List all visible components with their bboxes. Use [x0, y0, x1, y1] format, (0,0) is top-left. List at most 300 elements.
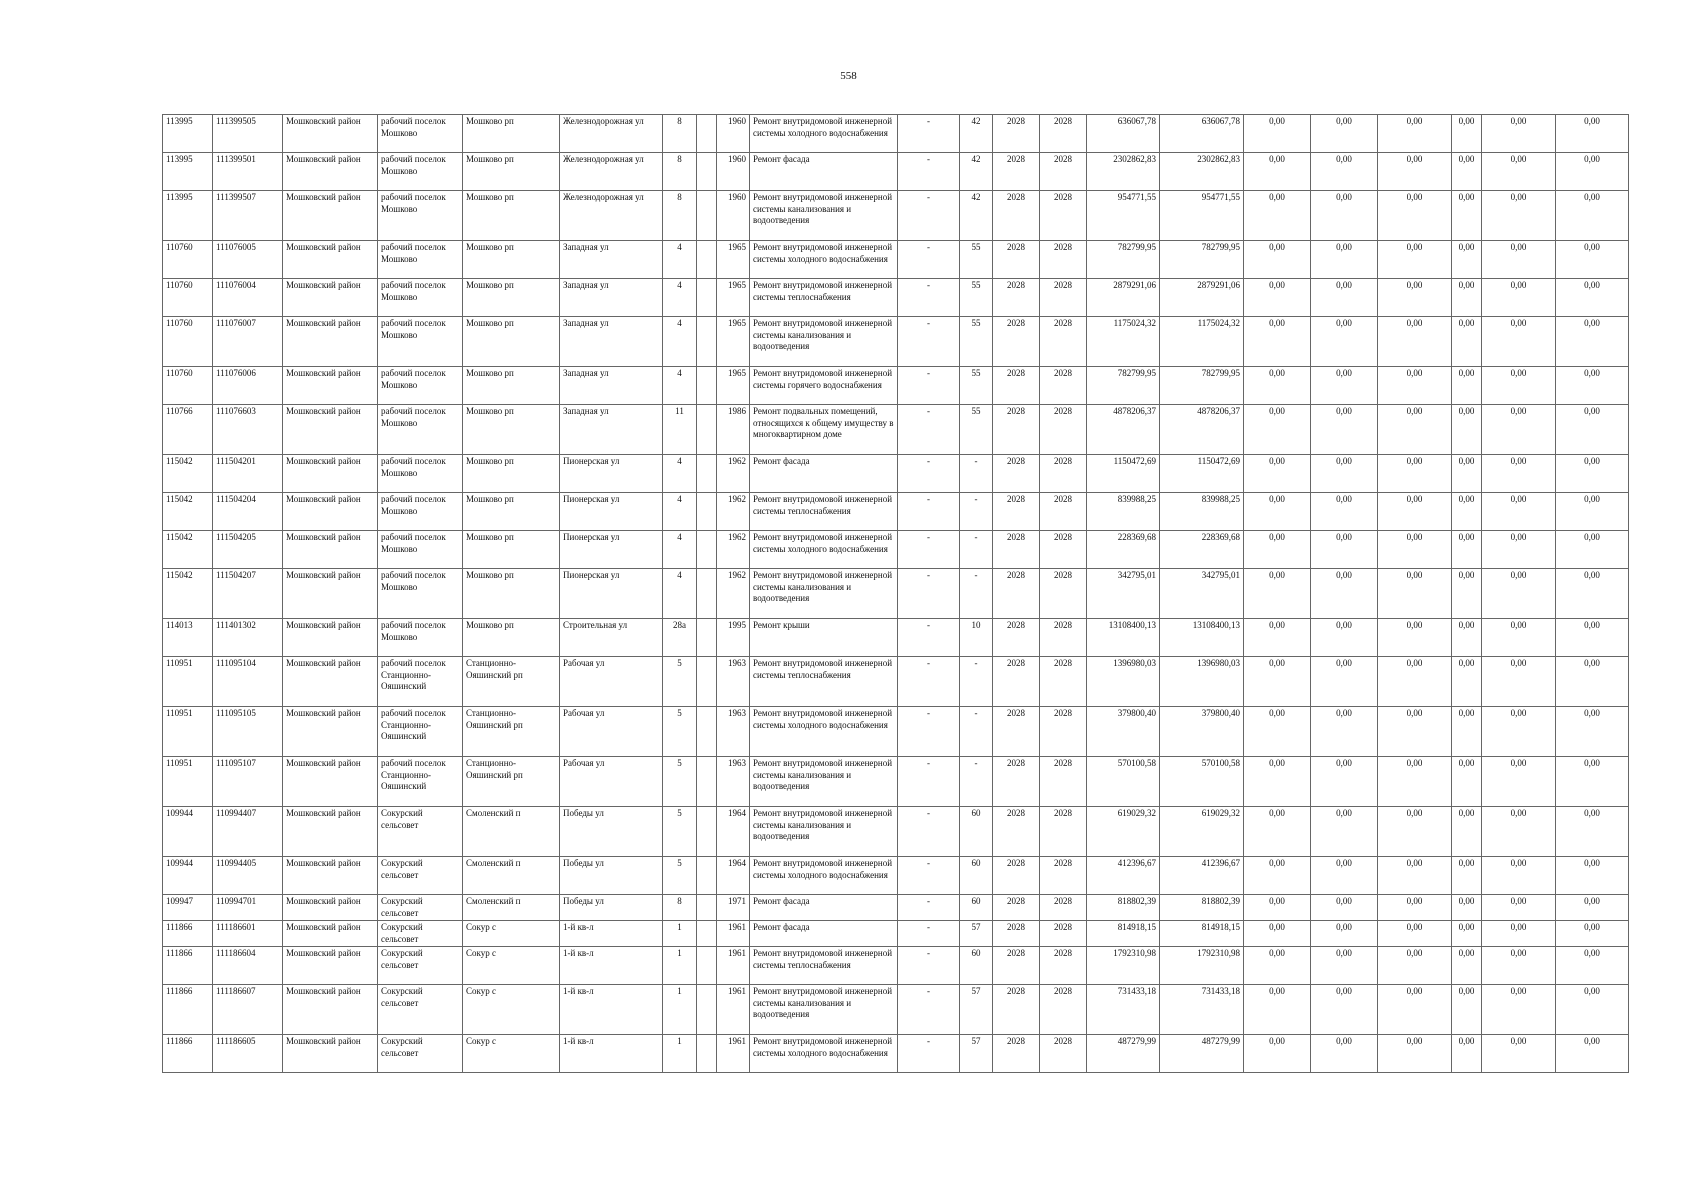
cell-code: 111401302 [213, 619, 283, 657]
cell-id: 111866 [163, 1035, 213, 1073]
cell-f6: 0,00 [1556, 153, 1629, 191]
cell-f2: 0,00 [1311, 807, 1378, 857]
table-row [163, 279, 1629, 317]
cell-f1: 0,00 [1244, 757, 1311, 807]
cell-district: Мошковский район [283, 367, 378, 405]
cell-locality: Мошково рп [463, 531, 560, 569]
cell-code: 111076007 [213, 317, 283, 367]
cell-year_start: 2028 [993, 1035, 1040, 1073]
cell-year: 1963 [717, 657, 750, 707]
cell-year_start: 2028 [993, 985, 1040, 1035]
cell-count: - [960, 531, 993, 569]
cell-code: 111399507 [213, 191, 283, 241]
cell-locality: Мошково рп [463, 115, 560, 153]
cell-year_end: 2028 [1040, 367, 1087, 405]
cell-year_end: 2028 [1040, 947, 1087, 985]
cell-f3: 0,00 [1378, 947, 1452, 985]
cell-cost: 839988,25 [1087, 493, 1160, 531]
cell-building [697, 895, 717, 921]
cell-cost_total: 818802,39 [1160, 895, 1244, 921]
table-row [163, 317, 1629, 367]
cell-f5: 0,00 [1482, 455, 1556, 493]
cell-f3: 0,00 [1378, 367, 1452, 405]
cell-count: 10 [960, 619, 993, 657]
cell-year_end: 2028 [1040, 895, 1087, 921]
cell-settlement: рабочий поселок Мошково [378, 153, 463, 191]
cell-f2: 0,00 [1311, 857, 1378, 895]
cell-f2: 0,00 [1311, 947, 1378, 985]
cell-f5: 0,00 [1482, 757, 1556, 807]
cell-year: 1962 [717, 455, 750, 493]
cell-code: 111186601 [213, 921, 283, 947]
cell-f2: 0,00 [1311, 757, 1378, 807]
cell-id: 111866 [163, 985, 213, 1035]
cell-f3: 0,00 [1378, 191, 1452, 241]
table-row [163, 455, 1629, 493]
cell-year: 1962 [717, 531, 750, 569]
cell-locality: Мошково рп [463, 493, 560, 531]
cell-settlement: Сокурский сельсовет [378, 895, 463, 921]
cell-id: 110760 [163, 241, 213, 279]
cell-f1: 0,00 [1244, 241, 1311, 279]
table-row [163, 405, 1629, 455]
cell-f1: 0,00 [1244, 895, 1311, 921]
cell-cost: 13108400,13 [1087, 619, 1160, 657]
table-row [163, 191, 1629, 241]
cell-id: 115042 [163, 493, 213, 531]
cell-id: 113995 [163, 115, 213, 153]
cell-f5: 0,00 [1482, 807, 1556, 857]
cell-dash: - [898, 1035, 960, 1073]
cell-district: Мошковский район [283, 807, 378, 857]
cell-house: 8 [663, 895, 697, 921]
cell-street: Пионерская ул [560, 531, 663, 569]
cell-dash: - [898, 455, 960, 493]
cell-code: 111504204 [213, 493, 283, 531]
cell-count: 42 [960, 191, 993, 241]
cell-cost_total: 1792310,98 [1160, 947, 1244, 985]
cell-building [697, 569, 717, 619]
cell-street: Рабочая ул [560, 757, 663, 807]
cell-f1: 0,00 [1244, 455, 1311, 493]
cell-cost_total: 954771,55 [1160, 191, 1244, 241]
cell-work: Ремонт фасада [750, 895, 898, 921]
cell-street: Западная ул [560, 405, 663, 455]
cell-code: 111076005 [213, 241, 283, 279]
cell-f4: 0,00 [1452, 569, 1482, 619]
cell-street: 1-й кв-л [560, 985, 663, 1035]
cell-count: 60 [960, 807, 993, 857]
cell-f2: 0,00 [1311, 153, 1378, 191]
cell-f1: 0,00 [1244, 317, 1311, 367]
cell-year_start: 2028 [993, 191, 1040, 241]
cell-settlement: рабочий поселок Мошково [378, 279, 463, 317]
cell-f5: 0,00 [1482, 493, 1556, 531]
cell-f4: 0,00 [1452, 493, 1482, 531]
cell-house: 4 [663, 367, 697, 405]
cell-dash: - [898, 921, 960, 947]
cell-f5: 0,00 [1482, 569, 1556, 619]
cell-year_end: 2028 [1040, 493, 1087, 531]
cell-f5: 0,00 [1482, 947, 1556, 985]
cell-f1: 0,00 [1244, 807, 1311, 857]
cell-id: 110760 [163, 317, 213, 367]
cell-district: Мошковский район [283, 153, 378, 191]
cell-house: 11 [663, 405, 697, 455]
cell-f3: 0,00 [1378, 405, 1452, 455]
cell-work: Ремонт внутридомовой инженерной системы теплоснабжения [750, 493, 898, 531]
cell-street: Пионерская ул [560, 493, 663, 531]
table-row [163, 895, 1629, 921]
cell-f5: 0,00 [1482, 921, 1556, 947]
cell-building [697, 657, 717, 707]
cell-f2: 0,00 [1311, 455, 1378, 493]
cell-district: Мошковский район [283, 531, 378, 569]
cell-year_start: 2028 [993, 895, 1040, 921]
cell-year_start: 2028 [993, 531, 1040, 569]
cell-building [697, 115, 717, 153]
cell-house: 5 [663, 657, 697, 707]
cell-f1: 0,00 [1244, 707, 1311, 757]
cell-cost_total: 839988,25 [1160, 493, 1244, 531]
cell-count: 55 [960, 279, 993, 317]
cell-cost_total: 731433,18 [1160, 985, 1244, 1035]
cell-id: 115042 [163, 455, 213, 493]
cell-building [697, 807, 717, 857]
cell-f3: 0,00 [1378, 493, 1452, 531]
cell-house: 1 [663, 985, 697, 1035]
cell-street: Рабочая ул [560, 657, 663, 707]
cell-building [697, 191, 717, 241]
cell-year_end: 2028 [1040, 241, 1087, 279]
cell-cost_total: 228369,68 [1160, 531, 1244, 569]
cell-f6: 0,00 [1556, 367, 1629, 405]
cell-count: - [960, 569, 993, 619]
cell-dash: - [898, 367, 960, 405]
cell-house: 1 [663, 921, 697, 947]
cell-f5: 0,00 [1482, 985, 1556, 1035]
cell-f5: 0,00 [1482, 619, 1556, 657]
cell-count: 57 [960, 1035, 993, 1073]
cell-street: Рабочая ул [560, 707, 663, 757]
cell-street: Строительная ул [560, 619, 663, 657]
cell-f6: 0,00 [1556, 619, 1629, 657]
cell-year_start: 2028 [993, 757, 1040, 807]
cell-locality: Сокур с [463, 921, 560, 947]
cell-building [697, 455, 717, 493]
cell-f4: 0,00 [1452, 317, 1482, 367]
cell-settlement: Сокурский сельсовет [378, 921, 463, 947]
cell-year_end: 2028 [1040, 531, 1087, 569]
table-row [163, 921, 1629, 947]
cell-year_end: 2028 [1040, 115, 1087, 153]
cell-cost_total: 2879291,06 [1160, 279, 1244, 317]
cell-f2: 0,00 [1311, 895, 1378, 921]
cell-dash: - [898, 317, 960, 367]
cell-building [697, 153, 717, 191]
cell-id: 110951 [163, 707, 213, 757]
cell-dash: - [898, 947, 960, 985]
cell-year_start: 2028 [993, 367, 1040, 405]
cell-cost_total: 487279,99 [1160, 1035, 1244, 1073]
cell-code: 111186604 [213, 947, 283, 985]
cell-settlement: рабочий поселок Мошково [378, 569, 463, 619]
cell-f5: 0,00 [1482, 531, 1556, 569]
cell-f5: 0,00 [1482, 153, 1556, 191]
cell-f1: 0,00 [1244, 569, 1311, 619]
cell-year_end: 2028 [1040, 757, 1087, 807]
cell-district: Мошковский район [283, 569, 378, 619]
cell-code: 111504207 [213, 569, 283, 619]
cell-cost_total: 814918,15 [1160, 921, 1244, 947]
cell-count: 57 [960, 985, 993, 1035]
cell-f1: 0,00 [1244, 921, 1311, 947]
cell-cost: 782799,95 [1087, 241, 1160, 279]
cell-count: - [960, 657, 993, 707]
cell-year_end: 2028 [1040, 985, 1087, 1035]
cell-house: 5 [663, 857, 697, 895]
cell-street: Победы ул [560, 807, 663, 857]
cell-house: 4 [663, 317, 697, 367]
cell-cost_total: 619029,32 [1160, 807, 1244, 857]
cell-f6: 0,00 [1556, 317, 1629, 367]
cell-id: 113995 [163, 153, 213, 191]
cell-f5: 0,00 [1482, 707, 1556, 757]
cell-district: Мошковский район [283, 985, 378, 1035]
cell-house: 4 [663, 279, 697, 317]
cell-locality: Станционно-Ояшинский рп [463, 757, 560, 807]
cell-settlement: рабочий поселок Мошково [378, 317, 463, 367]
cell-district: Мошковский район [283, 191, 378, 241]
cell-settlement: рабочий поселок Мошково [378, 405, 463, 455]
cell-f4: 0,00 [1452, 115, 1482, 153]
cell-dash: - [898, 531, 960, 569]
cell-year_start: 2028 [993, 657, 1040, 707]
cell-house: 4 [663, 241, 697, 279]
cell-f2: 0,00 [1311, 191, 1378, 241]
cell-dash: - [898, 115, 960, 153]
cell-year_end: 2028 [1040, 405, 1087, 455]
cell-locality: Станционно-Ояшинский рп [463, 707, 560, 757]
cell-f4: 0,00 [1452, 619, 1482, 657]
cell-year_end: 2028 [1040, 921, 1087, 947]
cell-work: Ремонт внутридомовой инженерной системы холодного водоснабжения [750, 707, 898, 757]
cell-locality: Мошково рп [463, 153, 560, 191]
cell-year_start: 2028 [993, 857, 1040, 895]
cell-settlement: Сокурский сельсовет [378, 1035, 463, 1073]
cell-work: Ремонт внутридомовой инженерной системы канализования и водоотведения [750, 569, 898, 619]
cell-f3: 0,00 [1378, 657, 1452, 707]
cell-year_end: 2028 [1040, 619, 1087, 657]
cell-f1: 0,00 [1244, 279, 1311, 317]
cell-f4: 0,00 [1452, 367, 1482, 405]
cell-dash: - [898, 279, 960, 317]
cell-f5: 0,00 [1482, 857, 1556, 895]
cell-cost_total: 1175024,32 [1160, 317, 1244, 367]
cell-f4: 0,00 [1452, 985, 1482, 1035]
cell-dash: - [898, 757, 960, 807]
cell-district: Мошковский район [283, 493, 378, 531]
cell-house: 4 [663, 531, 697, 569]
cell-building [697, 857, 717, 895]
cell-f6: 0,00 [1556, 1035, 1629, 1073]
cell-f1: 0,00 [1244, 153, 1311, 191]
cell-id: 111866 [163, 921, 213, 947]
cell-f1: 0,00 [1244, 367, 1311, 405]
cell-locality: Мошково рп [463, 241, 560, 279]
cell-f6: 0,00 [1556, 807, 1629, 857]
cell-locality: Мошково рп [463, 569, 560, 619]
cell-f6: 0,00 [1556, 569, 1629, 619]
cell-f3: 0,00 [1378, 455, 1452, 493]
cell-work: Ремонт внутридомовой инженерной системы теплоснабжения [750, 657, 898, 707]
cell-count: 60 [960, 857, 993, 895]
cell-building [697, 947, 717, 985]
table-row [163, 947, 1629, 985]
cell-year_start: 2028 [993, 493, 1040, 531]
cell-district: Мошковский район [283, 707, 378, 757]
cell-house: 8 [663, 115, 697, 153]
cell-locality: Мошково рп [463, 455, 560, 493]
cell-code: 111095105 [213, 707, 283, 757]
cell-year: 1961 [717, 985, 750, 1035]
cell-code: 111076603 [213, 405, 283, 455]
cell-year_end: 2028 [1040, 279, 1087, 317]
cell-f6: 0,00 [1556, 493, 1629, 531]
cell-cost_total: 13108400,13 [1160, 619, 1244, 657]
table-body [163, 115, 1629, 1073]
cell-street: Пионерская ул [560, 569, 663, 619]
cell-count: 42 [960, 115, 993, 153]
cell-district: Мошковский район [283, 279, 378, 317]
cell-year: 1965 [717, 317, 750, 367]
cell-building [697, 493, 717, 531]
cell-year_start: 2028 [993, 115, 1040, 153]
cell-cost: 412396,67 [1087, 857, 1160, 895]
cell-f3: 0,00 [1378, 531, 1452, 569]
cell-count: - [960, 493, 993, 531]
table-row [163, 757, 1629, 807]
cell-district: Мошковский район [283, 317, 378, 367]
cell-settlement: Сокурский сельсовет [378, 947, 463, 985]
cell-year_start: 2028 [993, 241, 1040, 279]
cell-f2: 0,00 [1311, 921, 1378, 947]
cell-locality: Мошково рп [463, 279, 560, 317]
cell-f6: 0,00 [1556, 279, 1629, 317]
cell-locality: Мошково рп [463, 405, 560, 455]
cell-year: 1963 [717, 707, 750, 757]
cell-f3: 0,00 [1378, 317, 1452, 367]
cell-cost: 818802,39 [1087, 895, 1160, 921]
cell-f6: 0,00 [1556, 757, 1629, 807]
cell-cost: 1175024,32 [1087, 317, 1160, 367]
cell-cost: 1396980,03 [1087, 657, 1160, 707]
table-row [163, 657, 1629, 707]
cell-locality: Мошково рп [463, 317, 560, 367]
table-row [163, 857, 1629, 895]
cell-work: Ремонт внутридомовой инженерной системы холодного водоснабжения [750, 857, 898, 895]
cell-settlement: рабочий поселок Мошково [378, 367, 463, 405]
cell-house: 4 [663, 569, 697, 619]
cell-f4: 0,00 [1452, 947, 1482, 985]
cell-f6: 0,00 [1556, 895, 1629, 921]
cell-locality: Сокур с [463, 1035, 560, 1073]
cell-f1: 0,00 [1244, 857, 1311, 895]
cell-f2: 0,00 [1311, 707, 1378, 757]
cell-f3: 0,00 [1378, 241, 1452, 279]
cell-code: 111504205 [213, 531, 283, 569]
cell-f4: 0,00 [1452, 1035, 1482, 1073]
cell-work: Ремонт внутридомовой инженерной системы канализования и водоотведения [750, 191, 898, 241]
cell-house: 1 [663, 947, 697, 985]
cell-work: Ремонт фасада [750, 153, 898, 191]
cell-f6: 0,00 [1556, 857, 1629, 895]
cell-house: 1 [663, 1035, 697, 1073]
cell-year: 1961 [717, 1035, 750, 1073]
cell-house: 5 [663, 757, 697, 807]
cell-cost: 2302862,83 [1087, 153, 1160, 191]
cell-f4: 0,00 [1452, 455, 1482, 493]
cell-id: 109944 [163, 857, 213, 895]
cell-cost: 619029,32 [1087, 807, 1160, 857]
cell-house: 5 [663, 807, 697, 857]
cell-f4: 0,00 [1452, 807, 1482, 857]
cell-year_start: 2028 [993, 707, 1040, 757]
cell-cost_total: 782799,95 [1160, 241, 1244, 279]
cell-dash: - [898, 569, 960, 619]
cell-f2: 0,00 [1311, 405, 1378, 455]
cell-settlement: рабочий поселок Мошково [378, 619, 463, 657]
cell-settlement: рабочий поселок Мошково [378, 241, 463, 279]
cell-building [697, 405, 717, 455]
cell-settlement: Сокурский сельсовет [378, 857, 463, 895]
cell-f1: 0,00 [1244, 493, 1311, 531]
cell-f6: 0,00 [1556, 707, 1629, 757]
cell-year_start: 2028 [993, 569, 1040, 619]
cell-f4: 0,00 [1452, 707, 1482, 757]
cell-work: Ремонт внутридомовой инженерной системы холодного водоснабжения [750, 531, 898, 569]
cell-code: 110994701 [213, 895, 283, 921]
cell-district: Мошковский район [283, 1035, 378, 1073]
cell-f4: 0,00 [1452, 241, 1482, 279]
cell-locality: Сокур с [463, 985, 560, 1035]
cell-locality: Мошково рп [463, 191, 560, 241]
cell-cost: 487279,99 [1087, 1035, 1160, 1073]
cell-district: Мошковский район [283, 115, 378, 153]
cell-f5: 0,00 [1482, 657, 1556, 707]
cell-district: Мошковский район [283, 657, 378, 707]
cell-year: 1965 [717, 279, 750, 317]
cell-dash: - [898, 241, 960, 279]
cell-code: 111399501 [213, 153, 283, 191]
cell-dash: - [898, 405, 960, 455]
cell-f4: 0,00 [1452, 857, 1482, 895]
cell-year: 1960 [717, 115, 750, 153]
cell-f5: 0,00 [1482, 317, 1556, 367]
cell-f1: 0,00 [1244, 947, 1311, 985]
cell-count: 55 [960, 405, 993, 455]
cell-building [697, 317, 717, 367]
cell-year_start: 2028 [993, 153, 1040, 191]
cell-district: Мошковский район [283, 947, 378, 985]
cell-settlement: рабочий поселок Мошково [378, 493, 463, 531]
cell-id: 111866 [163, 947, 213, 985]
page-number: 558 [840, 70, 857, 82]
cell-f3: 0,00 [1378, 921, 1452, 947]
cell-work: Ремонт внутридомовой инженерной системы горячего водоснабжения [750, 367, 898, 405]
cell-f4: 0,00 [1452, 895, 1482, 921]
cell-f2: 0,00 [1311, 367, 1378, 405]
